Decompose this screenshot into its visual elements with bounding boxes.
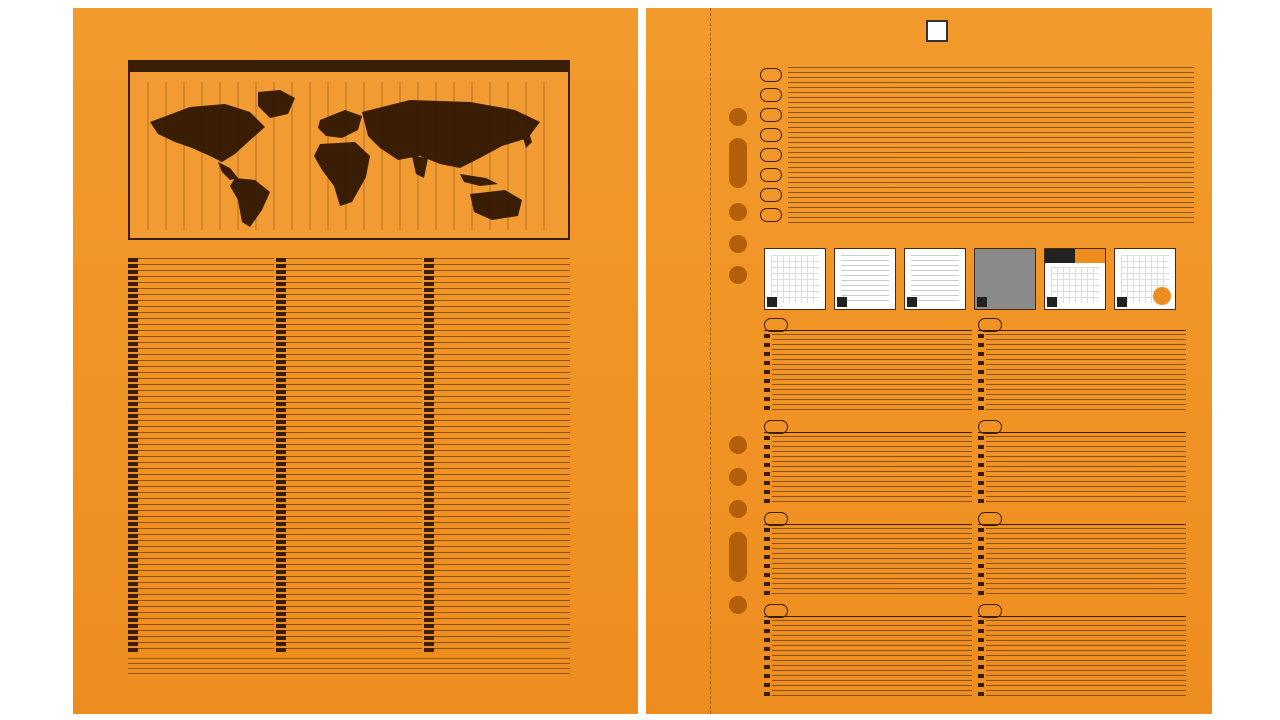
- lang-badge: [760, 128, 782, 142]
- brand-logo: [926, 20, 948, 42]
- section-body-nl: [986, 528, 1186, 596]
- punch-slot: [729, 532, 747, 582]
- ruling-thumbnail: [974, 248, 1036, 310]
- lang-badge: [760, 88, 782, 102]
- section-header-nl: [978, 512, 1186, 524]
- codes-column: [424, 258, 570, 653]
- section-header-f: [764, 604, 972, 616]
- lang-badge: [760, 188, 782, 202]
- section-body-d: [772, 334, 972, 414]
- margin-line: [710, 8, 711, 714]
- punch-hole: [729, 266, 747, 284]
- punch-hole: [729, 596, 747, 614]
- section-header-i: [978, 420, 1186, 432]
- world-map: [130, 82, 568, 230]
- lang-badge: [760, 68, 782, 82]
- ruling-thumbnail: [1044, 248, 1106, 310]
- lang-badge: [760, 108, 782, 122]
- punch-hole: [729, 500, 747, 518]
- world-map-panel: [128, 60, 570, 240]
- section-header-e: [764, 512, 972, 524]
- ruling-thumbnail: [834, 248, 896, 310]
- ruling-thumbnail: [764, 248, 826, 310]
- right-page: [646, 8, 1212, 714]
- section-header-s: [978, 604, 1186, 616]
- section-body-dk: [772, 436, 972, 504]
- punch-hole: [729, 108, 747, 126]
- ruling-thumbnail: [904, 248, 966, 310]
- punch-hole: [729, 203, 747, 221]
- timezone-strip-bottom: [130, 228, 568, 238]
- section-header-dk: [764, 420, 972, 432]
- lang-badge: [760, 148, 782, 162]
- map-subtitle: [130, 62, 568, 72]
- lang-badge: [760, 208, 782, 222]
- section-body-s: [986, 620, 1186, 700]
- lang-badge: [760, 168, 782, 182]
- punch-hole: [729, 235, 747, 253]
- spiral-binding: [605, 18, 669, 708]
- punch-hole: [729, 436, 747, 454]
- ruling-thumbnail: [1114, 248, 1176, 310]
- section-body-e: [772, 528, 972, 596]
- section-header-gb: [978, 318, 1186, 330]
- punch-hole: [729, 468, 747, 486]
- language-intro-block: [756, 66, 1196, 231]
- section-body-f: [772, 620, 972, 700]
- section-header-d: [764, 318, 972, 330]
- timezone-strip-top: [130, 72, 568, 82]
- left-page: [73, 8, 638, 714]
- section-body-i: [986, 436, 1186, 504]
- section-body-gb: [986, 334, 1186, 414]
- footnote-text: [128, 658, 570, 678]
- codes-column: [276, 258, 422, 653]
- codes-column: [128, 258, 274, 653]
- punch-slot: [729, 138, 747, 188]
- dialing-codes-table: [128, 258, 570, 653]
